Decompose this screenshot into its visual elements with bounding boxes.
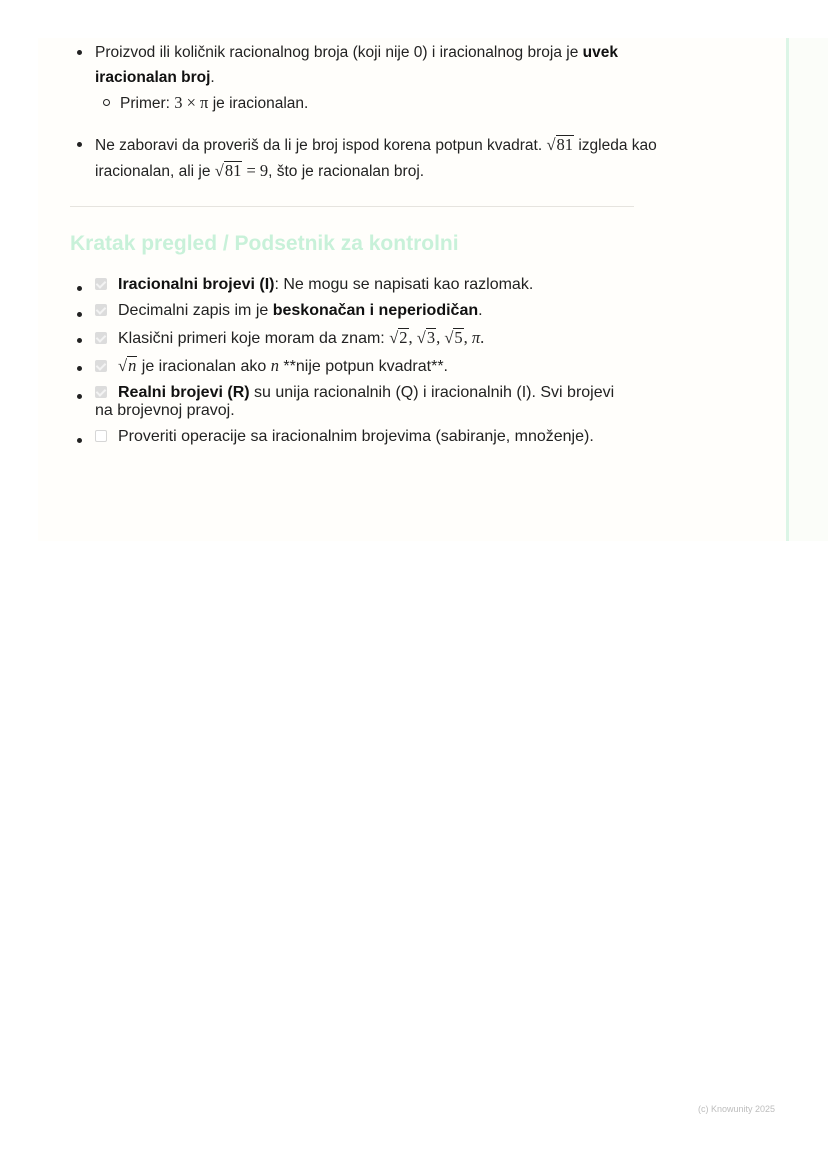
checkbox-checked[interactable] xyxy=(95,332,107,344)
pi-symbol: π xyxy=(471,328,481,347)
copyright-footer: (c) Knowunity 2025 xyxy=(697,1104,775,1114)
notes-list xyxy=(70,40,670,184)
side-accent-strip xyxy=(786,38,828,541)
radicand: 5 xyxy=(454,328,463,347)
item-bold-text: Iracionalni brojevi (I) xyxy=(118,276,275,293)
checklist-item xyxy=(70,328,630,348)
list-item xyxy=(70,40,670,116)
punctuation: . xyxy=(480,328,485,347)
checklist-item xyxy=(70,302,630,320)
math-examples: √2, √3, √5, π. xyxy=(389,328,485,347)
checklist-item xyxy=(70,428,630,446)
item-text: Proizvod ili količnik racionalnog broja (koji nije 0) i iracionalnog broja je xyxy=(95,44,583,61)
checklist-item xyxy=(70,356,630,376)
item-text: je iracionalan ako xyxy=(137,358,271,375)
sqrt-expression: √n xyxy=(118,356,137,375)
sqrt-expression: √81 xyxy=(214,161,242,180)
item-bold-text: uvek iracionalan broj xyxy=(95,44,618,86)
checkbox-unchecked[interactable] xyxy=(95,430,107,442)
checklist xyxy=(70,276,630,454)
item-text: izgleda kao iracionalan, ali je xyxy=(95,137,657,180)
item-text: Decimalni zapis im je xyxy=(118,302,273,319)
example-label: Primer: xyxy=(120,95,175,112)
radicand: 2 xyxy=(399,328,408,347)
item-text: su unija racionalnih (Q) i iracionalnih (I). Svi brojevi na brojevnoj pravoj. xyxy=(95,384,615,419)
radicand: 81 xyxy=(556,135,574,154)
section-heading: Kratak pregled / Podsetnik za kontrolni xyxy=(70,232,459,255)
checklist-item xyxy=(70,276,630,294)
item-text: : Ne mogu se napisati kao razlomak. xyxy=(274,276,534,293)
item-text: Ne zaboravi da proveriš da li je broj ispod korena potpun kvadrat. xyxy=(95,137,547,154)
item-text: . xyxy=(478,302,483,319)
sqrt-expression: √81 xyxy=(546,135,574,154)
content-card xyxy=(38,38,795,541)
math-expression: 3 × π xyxy=(174,93,209,112)
item-text: **nije potpun kvadrat**. xyxy=(278,358,448,375)
notes-content xyxy=(70,40,670,184)
checkbox-checked[interactable] xyxy=(95,386,107,398)
item-text: Proveriti operacije sa iracionalnim brojevima (sabiranje, množenje). xyxy=(118,428,594,445)
checkbox-checked[interactable] xyxy=(95,278,107,290)
sub-list-item xyxy=(95,90,670,116)
item-text: Klasični primeri koje moram da znam: xyxy=(118,330,390,347)
checkbox-checked[interactable] xyxy=(95,304,107,316)
math-expression: = 9 xyxy=(242,161,269,180)
item-text: je iracionalan. xyxy=(208,95,309,112)
radicand: 3 xyxy=(426,328,436,347)
radicand: 81 xyxy=(224,161,242,180)
checkbox-checked[interactable] xyxy=(95,360,107,372)
item-bold-text: Realni brojevi (R) xyxy=(118,384,250,401)
item-bold-text: beskonačan i neperiodičan xyxy=(272,302,479,319)
section-divider xyxy=(70,206,634,207)
radicand: n xyxy=(128,356,137,375)
sub-list xyxy=(95,90,670,116)
list-item xyxy=(70,132,670,184)
checklist-item xyxy=(70,384,630,420)
math-variable: n xyxy=(270,356,279,375)
item-text: , što je racionalan broj. xyxy=(268,163,425,180)
item-text: . xyxy=(210,69,215,86)
